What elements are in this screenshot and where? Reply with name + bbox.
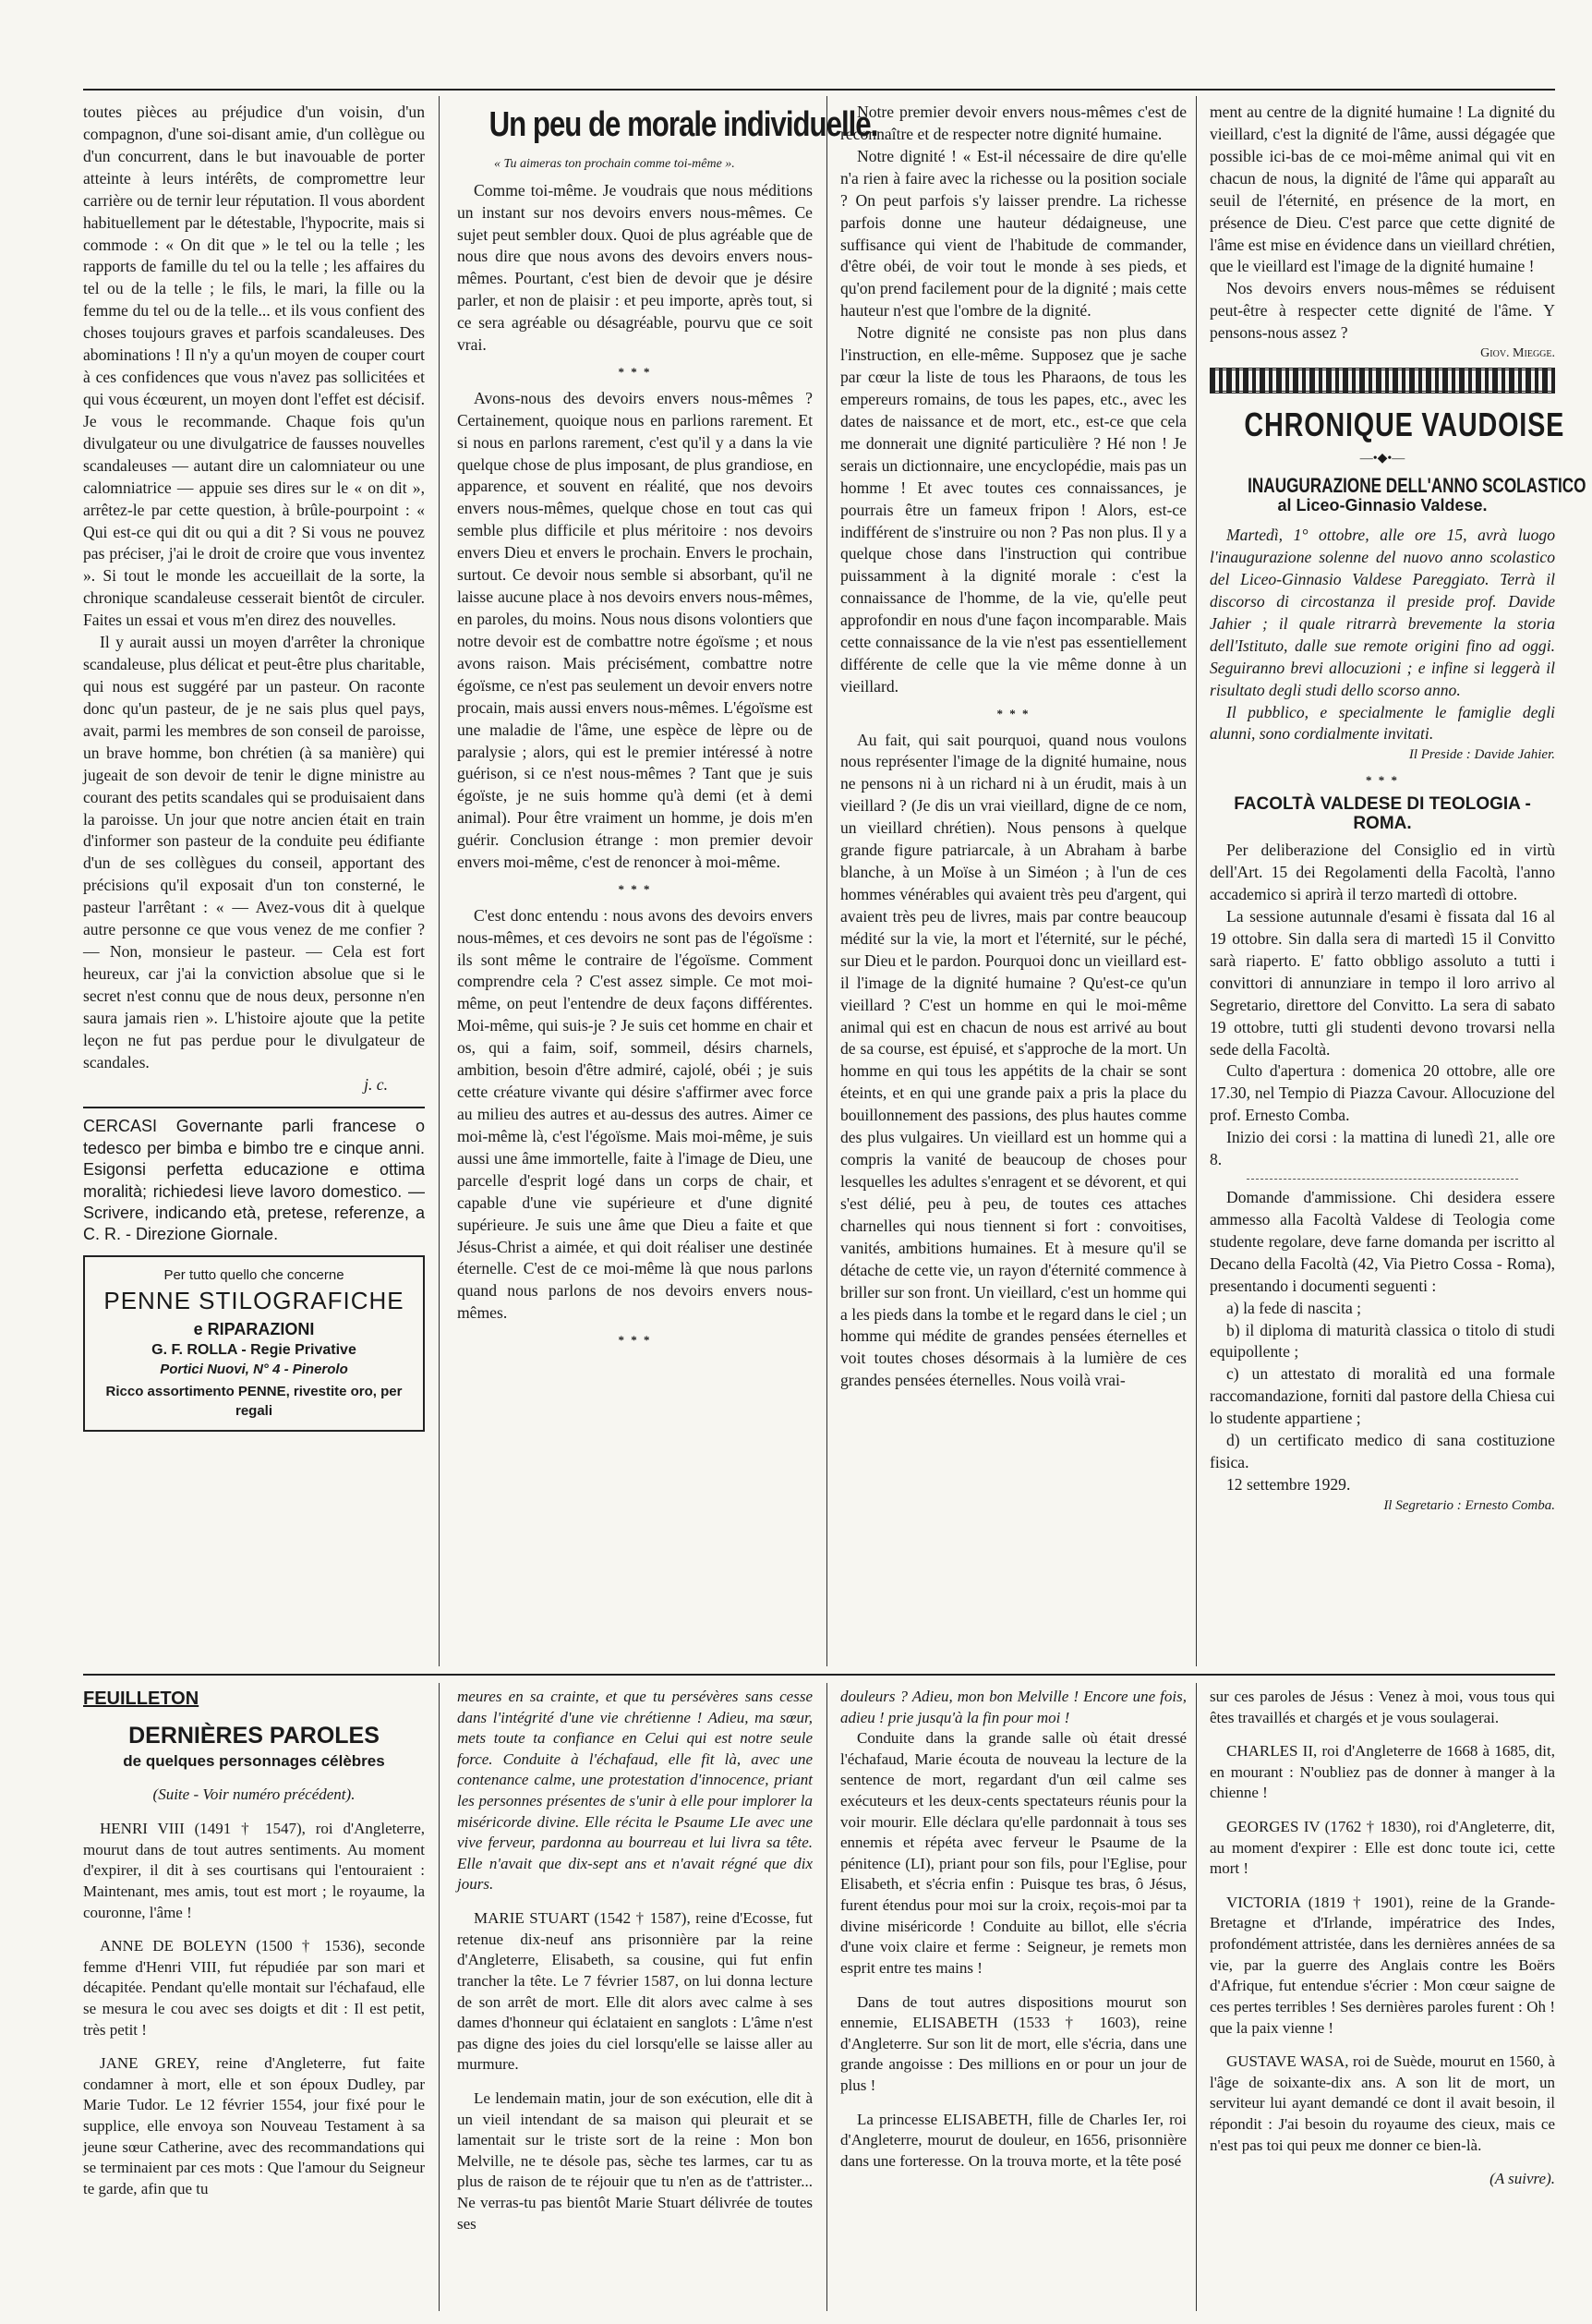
- paragraph: Domande d'ammissione. Chi desidera essere ammesso alla Facoltà Valdese di Teologia come studente regolare, deve farne domanda per iscritto al Decano della Facoltà (42, Via Pietro Cossa - Roma), presentando i documenti seguenti :: [1210, 1188, 1555, 1295]
- paragraph: Avons-nous des devoirs envers nous-mêmes ? Certainement, quoique nous en parlions rarement. Et si nous en parlons rarement, c'est qu'il y a dans la vie quelque chose de plus imposant, de plus grandiose, en apparence, et souvent en réalité, que nos devoirs envers nous-mêmes, quelque chose en tout cas qui semble plus difficile et plus méritoire : nos devoirs envers Dieu et envers le prochain. Envers le prochain, surtout. Ce devoir nous semble si absorbant, qu'il ne laisse aucune place à nos devoirs envers nous-mêmes, en paroles, du moins. Nous nous disons volontiers que notre devoir est de combattre notre égoïsme ; et nous avons raison. Mais précisément, combattre notre égoïsme, ce n'est pas seulement un devoir envers notre procain, mais aussi envers nous-mêmes. L'égoïsme est une maladie de l'âme, une espèce de lèpre ou de paralysie ; alors, qui est le premier intéressé à notre guérison, si ce n'est nous-mêmes ? Tant que je suis égoïste, je ne suis homme qu'à demi (et à demi animal). Pour être vraiment un homme, je dois m'en guérir. Conclusion étrange : mon premier devoir envers moi-même, c'est de renoncer à moi-même.: [457, 388, 813, 872]
- top-rule: [83, 89, 1555, 91]
- paragraph: CHARLES II, roi d'Angleterre de 1668 à 1685, dit, en mourant : N'oubliez pas de donner à manger à la chienne !: [1210, 1742, 1555, 1802]
- paragraph: Comme toi-même. Je voudrais que nous méditions un instant sur nos devoirs envers nous-mêmes. Ce sujet peut sembler doux. Quoi de plus agréable que de nous dire que nous avons des devoirs envers nous-mêmes. Pourtant, c'est bien de devoir que je désire parler, et non de plaisir : et peu importe, après tout, si ce sera agréable ou désagréable, pourvu que ce soit vrai.: [457, 180, 813, 355]
- column-2: [457, 102, 878, 1663]
- paragraph: HENRI VIII (1491 † 1547), roi d'Angleterre, mourut dans de tout autres sentiments. Au moment d'expirer, il dit à ses courtisans qui l'entouraient : Maintenant, mes amis, tout est mort ; le royaume, la couronne, l'âme !: [83, 1820, 425, 1921]
- paragraph: VICTORIA (1819 † 1901), reine de la Grande-Bretagne et d'Irlande, impératrice des Indes, profondément attristée, dans les dernières années de sa vie, par la guerre des Anglais contre les Boërs d'Afrique, fut entendue s'écrier : Mon cœur saigne de ces pertes terribles ! Ses dernières paroles furent : Oh ! que la paix vienne !: [1210, 1893, 1555, 2037]
- paragraph: toutes pièces au préjudice d'un voisin, d'un compagnon, d'une soi-disant amie, d'un collègue ou d'un concurrent, dans le but inavouable de porter atteinte à leurs intérêts, de compromettre leur carrière ou de ternir leur réputation. Il vous abordent habituellement par le détestable, l'hypocrite, mais si commode : « On dit que » le tel ou la telle ; les rapports de famille du tel ou la telle ; les affaires du tel ou de la telle ; le fils, le mari, la fille ou la femme du tel ou de la telle... et ils vous confient des choses toujours graves et parfois scandaleuses. Des abominations ! Il n'y a qu'un moyen de couper court à ces confidences que vous n'avez pas sollicitées et qui vous écœurent, un moyen dont l'effet est décisif. Je vous le recommande. Chaque fois qu'un divulgateur ou une divulgatrice de fausses nouvelles scandaleuses — autant dire un calomniateur ou une calomniatrice — appuie ses dires sur le « on dit », arrêtez-le par cette question, à brûle-pourpoint : « Qui est-ce qui dit ou qui a dit ? Si vous ne pouvez pas préciser, j'ai le droit de croire que vous inventez ». Si tout le monde les accueillait de la sorte, la chronique scandaleuse cesserait bientôt de circuler. Faites un essai et vous m'en direz des nouvelles.: [83, 103, 425, 630]
- paragraph: Dans de tout autres dispositions mourut son ennemie, ELISABETH (1533 † 1603), reine d'Angleterre. Sur son lit de mort, elle s'écria, dans une grande angoisse : Des millions en or pour un jour de plus !: [840, 1992, 1187, 2094]
- list-item: d) un certificato medico di sana costituzione fisica.: [1210, 1431, 1555, 1472]
- paragraph: ANNE DE BOLEYN (1500 † 1536), seconde femme d'Henri VIII, fut répudiée par son mari et décapitée. Pendant qu'elle montait sur l'échafaud, elle se mesura le cou avec ses doigts et dit : Il est petit, très petit !: [83, 1937, 425, 2039]
- paragraph: Nos devoirs envers nous-mêmes se réduisent peut-être à respecter cette dignité de l'âme. Y pensons-nous assez ?: [1210, 279, 1555, 343]
- list-item: a) la fede di nascita ;: [1226, 1298, 1362, 1317]
- section-stars: * * *: [618, 365, 652, 380]
- list-item: b) il diploma di maturità classica o titolo di studi equipollente ;: [1210, 1320, 1555, 1362]
- paragraph: GEORGES IV (1762 † 1830), roi d'Angleterre, dit, au moment d'expirer : Elle est donc toute ici, cette mort !: [1210, 1818, 1555, 1878]
- paragraph: Le lendemain matin, jour de son exécution, elle dit à un vieil intendant de sa maison qui pleurait et se lamentait sur le triste sort de la reine : Mon bon Melville, ne te désole pas, sèche tes larmes, car tu as plus de raison de te réjouir que tu n'en as de t'attrister... Ne verras-tu pas bientôt Marie Stuart délivrée de toutes ses: [457, 2088, 813, 2233]
- ad-line: Per tutto quello che concerne: [163, 1266, 344, 1283]
- paragraph: La princesse ELISABETH, fille de Charles Ier, roi d'Angleterre, mourut de douleur, en 1656, prisonnière dans une forteresse. On la trouva morte, et la tête posé: [840, 2110, 1187, 2170]
- ad-line: e RIPARAZIONI: [193, 1319, 315, 1338]
- paragraph: La sessione autunnale d'esami è fissata dal 16 al 19 ottobre. Sin dalla sera di martedì 15 il Convitto sarà riaperto. E' fatto obbligo assoluto a tutti i convittori di annunziare in tempo il loro arrivo al Segretario, direttore del Convitto. La sera di sabato 19 ottobre, tutti gli studenti devono trovarsi nella sede della Facoltà.: [1210, 906, 1555, 1059]
- column-1: [83, 102, 425, 1663]
- rule-separator: [1247, 1179, 1518, 1180]
- advertisement-box: [83, 1255, 425, 1432]
- paragraph: douleurs ? Adieu, mon bon Melville ! Encore une fois, adieu ! prie jusqu'à la fin pour moi !: [840, 1688, 1187, 1726]
- section-stars: * * *: [618, 1333, 652, 1348]
- ad-line: Ricco assortimento PENNE, rivestite oro, per regali: [105, 1384, 403, 1419]
- to-be-continued: (A suivre).: [1489, 2170, 1555, 2188]
- paragraph: Martedì, 1° ottobre, alle ore 15, avrà luogo l'inaugurazione solenne del nuovo anno scolastico del Liceo-Ginnasio Valdese Pareggiato. Terrà il discorso di circostanza il preside prof. Davide Jahier ; il quale ritrarrà brevemente la storia dell'Istituto, dalle sue remote origini fino ad oggi. Seguiranno brevi allocuzioni ; e infine si leggerà il risultato degli studi dello scorso anno.: [1210, 526, 1555, 699]
- signature: Giov. Miegge.: [1480, 346, 1555, 361]
- feuilleton-rule: [83, 1674, 1555, 1676]
- signature: Il Segretario : Ernesto Comba.: [1383, 1497, 1555, 1513]
- feuilleton-col-1: [83, 1687, 425, 2315]
- continuation-note: (Suite - Voir numéro précédent).: [152, 1785, 356, 1804]
- paragraph: Au fait, qui sait pourquoi, quand nous voulons nous représenter l'image de la dignité humaine, nous ne pensons ni à un richard ni à un érudit, mais à un vieillard ? (Je dis un vrai vieillard, digne de ce nom, un vieillard chrétien). Nous pensons à quelque grande figure patriarcale, à un Abraham à barbe blanche, à un Moïse à un Siméon ; à l'un de ces hommes vénérables qui avaient très peu d'argent, qui avaient très peu de livres, mais par contre beaucoup médité sur la vie, la mort et l'éternité, sur le péché, sur Dieu et le pardon. Pourquoi donc un vieillard est-il l'image de la dignité humaine ? Qu'est-ce qu'un vieillard ? C'est un homme en qui le moi-même animal qui est en chacun de nous est arrivé au bout de sa course, est épuisé, et s'approche de la mort. Un homme en qui tous les appétits de la chair se sont éteints, et en qui une grande paix a pris la place du bouillonnement des passions, des plus hautes comme des plus vulgaires. Un vieillard est un homme qui a compris la vanité de beaucoup de choses pour lesquelles les adultes s'enragent et se dévorent, et qui s'est délié, peu à peu, de toutes ces attaches charnelles qui nous tiennent si fort : convoitises, vanités, ambitions humaines. Et à mesure qu'il se détache de cette vie, un rayon d'éternité commence à briller sur son front. Un vieillard, c'est un homme qui a les pieds dans la tombe et le regard dans le ciel ; un homme qui médite de grandes pensées éternelles et voit toutes choses désormais à la lumière de ces grandes pensées éternelles. Nous voilà vrai-: [840, 730, 1188, 1390]
- paragraph: Inizio dei corsi : la mattina di lunedì 21, alle ore 8.: [1210, 1128, 1555, 1169]
- paragraph: JANE GREY, reine d'Angleterre, fut faite condamner à mort, elle et son époux Dudley, par Marie Tudor. Le 12 février 1554, jour fixé pour le supplice, elle envoya son Nouveau Testament à sa jeune sœur Catherine, avec des recommandations qui se terminaient par ces mots : Que l'amour du Seigneur te garde, afin que tu: [83, 2054, 425, 2197]
- section-stars: * * *: [618, 882, 652, 897]
- ornament: —•◆•—: [1359, 452, 1405, 466]
- feuilleton-label: FEUILLETON: [83, 1689, 199, 1709]
- list-item: c) un attestato di moralità ed una formale raccomandazione, forniti dal pastore della Chiesa cui lo studente appartiene ;: [1210, 1364, 1555, 1428]
- paragraph: Notre premier devoir envers nous-mêmes c'est de reconnaître et de respecter notre dignité humaine.: [840, 103, 1187, 143]
- column-rule: [1196, 96, 1197, 1666]
- column-rule: [439, 1683, 440, 2311]
- paragraph: Per deliberazione del Consiglio ed in virtù dell'Art. 15 dei Regolamenti della Facoltà, l'anno accademico si aprirà il terzo martedì di ottobre.: [1210, 841, 1555, 904]
- signature: Il Preside : Davide Jahier.: [1408, 747, 1555, 763]
- feuilleton-title: DERNIÈRES PAROLES: [128, 1722, 380, 1749]
- signature: j. c.: [364, 1074, 388, 1094]
- paragraph: Il pubblico, e specialmente le famiglie degli alunni, sono cordialmente invitati.: [1210, 702, 1555, 744]
- classified-ad: CERCASI Governante parli francese o tedesco per bimba e bimbo tre e cinque anni. Esigonsi perfetta educazione e ottima moralità; richiedesi lieve lavoro domestico. — Scrivere, indicando età, pretese, referenze, a C. R. - Direzione Giornale.: [83, 1117, 425, 1244]
- feuilleton-col-2: [457, 1687, 813, 2315]
- news-subheading: al Liceo-Ginnasio Valdese.: [1277, 496, 1488, 515]
- column-rule: [826, 1683, 827, 2311]
- paragraph: Culto d'apertura : domenica 20 ottobre, alle ore 17.30, nel Tempio di Piazza Cavour. Allocuzione del prof. Ernesto Comba.: [1210, 1061, 1555, 1125]
- article-title: Un peu de morale individuelle.: [488, 105, 878, 144]
- paragraph: Notre dignité ne consiste pas non plus dans l'instruction, en elle-même. Supposez que je sache par cœur la liste de tous les Pharaons, de tous les empereurs romains, de tous les papes, etc., avec les dates de naissance et de mort, etc., est-ce que cela me donnerait une dignité particulière ? Hé non ! Je serais un dictionnaire, une encyclopédie, mais pas un homme ! Et avec toutes ces connaissances, je pourrais être un fameux fripon ! Alors, est-ce indifférent de s'instruire ou non ? Pas non plus. Il y a quelque chose dans l'instruction qui contribue puissamment à la dignité morale : c'est la connaissance de l'homme, de la vie, qu'elle peut approfondir en nous d'une façon incomparable. Mais cette connaissance de la vie n'est pas essentiellement différente de celle que la vie même donne à un vieillard.: [840, 323, 1187, 696]
- column-4: [1210, 102, 1586, 1663]
- news-heading: FACOLTÀ VALDESE DI TEOLOGIA - ROMA.: [1234, 794, 1531, 834]
- rule-separator: [83, 1107, 425, 1108]
- paragraph: C'est donc entendu : nous avons des devoirs envers nous-mêmes, et ces devoirs ne sont pas de l'égoïsme : ils sont même le contraire de l'égoïsme. Comment comprendre cela ? C'est assez simple. Ce mot moi-même, on peut l'entendre de deux façons différentes. Moi-même, qui suis-je ? Je suis cet homme en chair et os, qui a faim, soif, sommeil, désirs charnels, ambition, besoin d'être admiré, cajolé, obéi ; je suis cette créature vivante qui désire s'affirmer avec force au milieu des autres et au-dessus des autres. Aimer ce moi-même là, c'est l'égoïsme. Mais moi-même, je suis aussi une âme immortelle, faite à l'image de Dieu, une parcelle d'esprit logé dans un corps de chair, et capable d'une vie supérieure et d'une dignité supérieure. Je suis une âme que Dieu a faite et que Jésus-Christ a aimée, et qui doit réaliser une destinée éternelle. C'est de ce moi-même là que nous parlons quand nous parlons de nos devoirs envers nous-mêmes.: [457, 905, 813, 1323]
- column-rule: [439, 96, 440, 1666]
- feuilleton-col-3: [840, 1687, 1187, 2315]
- paragraph: sur ces paroles de Jésus : Venez à moi, vous tous qui êtes travaillés et chargés et je vous soulagerai.: [1210, 1688, 1555, 1726]
- paragraph: GUSTAVE WASA, roi de Suède, mourut en 1560, à l'âge de soixante-dix ans. A son lit de mort, un serviteur lui ayant demandé ce dont il avait besoin, il répondit : J'ai besoin du royaume des cieux, mais ce n'est pas toi qui peux me donner ce bien-là.: [1210, 2052, 1555, 2154]
- section-title: CHRONIQUE VAUDOISE: [1244, 405, 1565, 444]
- paragraph: ment au centre de la dignité humaine ! La dignité du vieillard, c'est la dignité de l'âme, aussi dégagée que possible ici-bas de ce moi-même animal qui vit en chacun de nous, la dignité de l'âme qui apparaît au seuil de l'éternité, en présence de la mort, en présence de Dieu. C'est parce que cette dignité de l'âme est mise en évidence dans un vieillard chrétien, que le vieillard est l'image de la dignité humaine !: [1210, 103, 1555, 276]
- paragraph: meures en sa crainte, et que tu persévères sans cesse dans l'intégrité d'une vie chrétienne ! Adieu, ma sœur, mets toute ta confiance en Celui qui est notre seule force. Conduite à l'échafaud, elle fit là, avec une contenance calme, une protestation d'innocence, priant les personnes présentes de s'unir à elle pour implorer la miséricorde divine. Elle récita le Psaume LIe avec une vive ferveur, pardonna au bourreau et lui livra sa tête. Elle n'avait que dix-sept ans et n'avait régné que dix jours.: [457, 1688, 813, 1894]
- paragraph: Il y aurait aussi un moyen d'arrêter la chronique scandaleuse, plus délicat et peut-être plus charitable, qui nous est suggéré par un pasteur. On raconte donc qu'un pasteur, de je ne sais plus quel pays, avait, parmi les membres de son conseil de paroisse, un brave homme, bon chrétien (à sa manière) qui jugeait de son devoir de tenir le digne ministre au courant des petits scandales qui se produisaient dans la paroisse. Un jour que notre ancien était en train d'informer son pasteur de la conduite peu édifiante d'un de ses collègues du conseil, apportant des précisions qu'il exposait d'un ton consterné, le pasteur l'arrêtant : « — Avez-vous dit à quelque autre personne ce que vous venez de me confier ? — Non, monsieur le pasteur. — Cela est fort heureux, car j'ai la conviction absolue que si le secret n'est connu que de nous deux, personne n'en saura jamais rien ». L'histoire ajoute que la petite leçon ne fut pas perdue pour le divulgateur de scandales.: [83, 633, 425, 1071]
- epigraph: « Tu aimeras ton prochain comme toi-même ».: [494, 156, 735, 171]
- paragraph: Conduite dans la grande salle où était dressé l'échafaud, Marie écouta de nouveau la lecture de la sentence de mort, regardant d'un œil calme ses exécuteurs et les deux-cents spectateurs réunis pour la voir mourir. Elle déclara qu'elle pardonnait à tous ses ennemis et répéta avec ferveur le Psaume de la pénitence (LI), priant pour son fils, pour l'Eglise, pour Elisabeth, et s'écria enfin : Puisque tes bras, ô Jésus, furent étendus pour moi sur la croix, reçois-moi par ta divine miséricorde ! Conduite au billot, elle s'écria d'une voix claire et ferme : Seigneur, je remets mon esprit entre tes mains !: [840, 1729, 1187, 1977]
- column-rule: [1196, 1683, 1197, 2311]
- paragraph: MARIE STUART (1542 † 1587), reine d'Ecosse, fut retenue dix-neuf ans prisonnière par la reine d'Angleterre, Elisabeth, sa cousine, qui fut enfin trancher la tête. Le 7 février 1587, on lui donna lecture de son arrêt de mort. Elle dit alors avec calme à ses dames d'honneur qui éclataient en sanglots : L'âme n'est pas digne des joies du ciel lorsqu'elle se laisse aller au murmure.: [457, 1909, 813, 2074]
- feuilleton-col-4: [1210, 1687, 1555, 2315]
- column-rule: [826, 96, 827, 1666]
- section-stars: * * *: [996, 706, 1031, 720]
- ad-line: Portici Nuovi, N° 4 - Pinerolo: [160, 1361, 348, 1377]
- paragraph: Notre dignité ! « Est-il nécessaire de dire qu'elle n'a rien à faire avec la richesse ou la position sociale ? On peut parfois s'y laisser prendre. La richesse parfois donne une hauteur dédaigneuse, une suffisance qui vient de l'habitude de commander, d'être obéi, de voir tout le monde à ses pieds, et qu'on prend facilement pour de la dignité ; mais cette hauteur n'est que l'ombre de la dignité.: [840, 146, 1187, 321]
- date-line: 12 settembre 1929.: [1226, 1475, 1351, 1495]
- feuilleton-subtitle: de quelques personnages célèbres: [123, 1751, 385, 1770]
- ornamental-border: [1210, 368, 1555, 393]
- section-stars: * * *: [1366, 772, 1399, 787]
- ad-headline: PENNE STILOGRAFICHE: [103, 1287, 404, 1315]
- ad-line: G. F. ROLLA - Regie Privative: [151, 1342, 356, 1359]
- news-heading: INAUGURAZIONE DELL'ANNO SCOLASTICO: [1248, 474, 1586, 498]
- column-3: [840, 102, 1187, 1663]
